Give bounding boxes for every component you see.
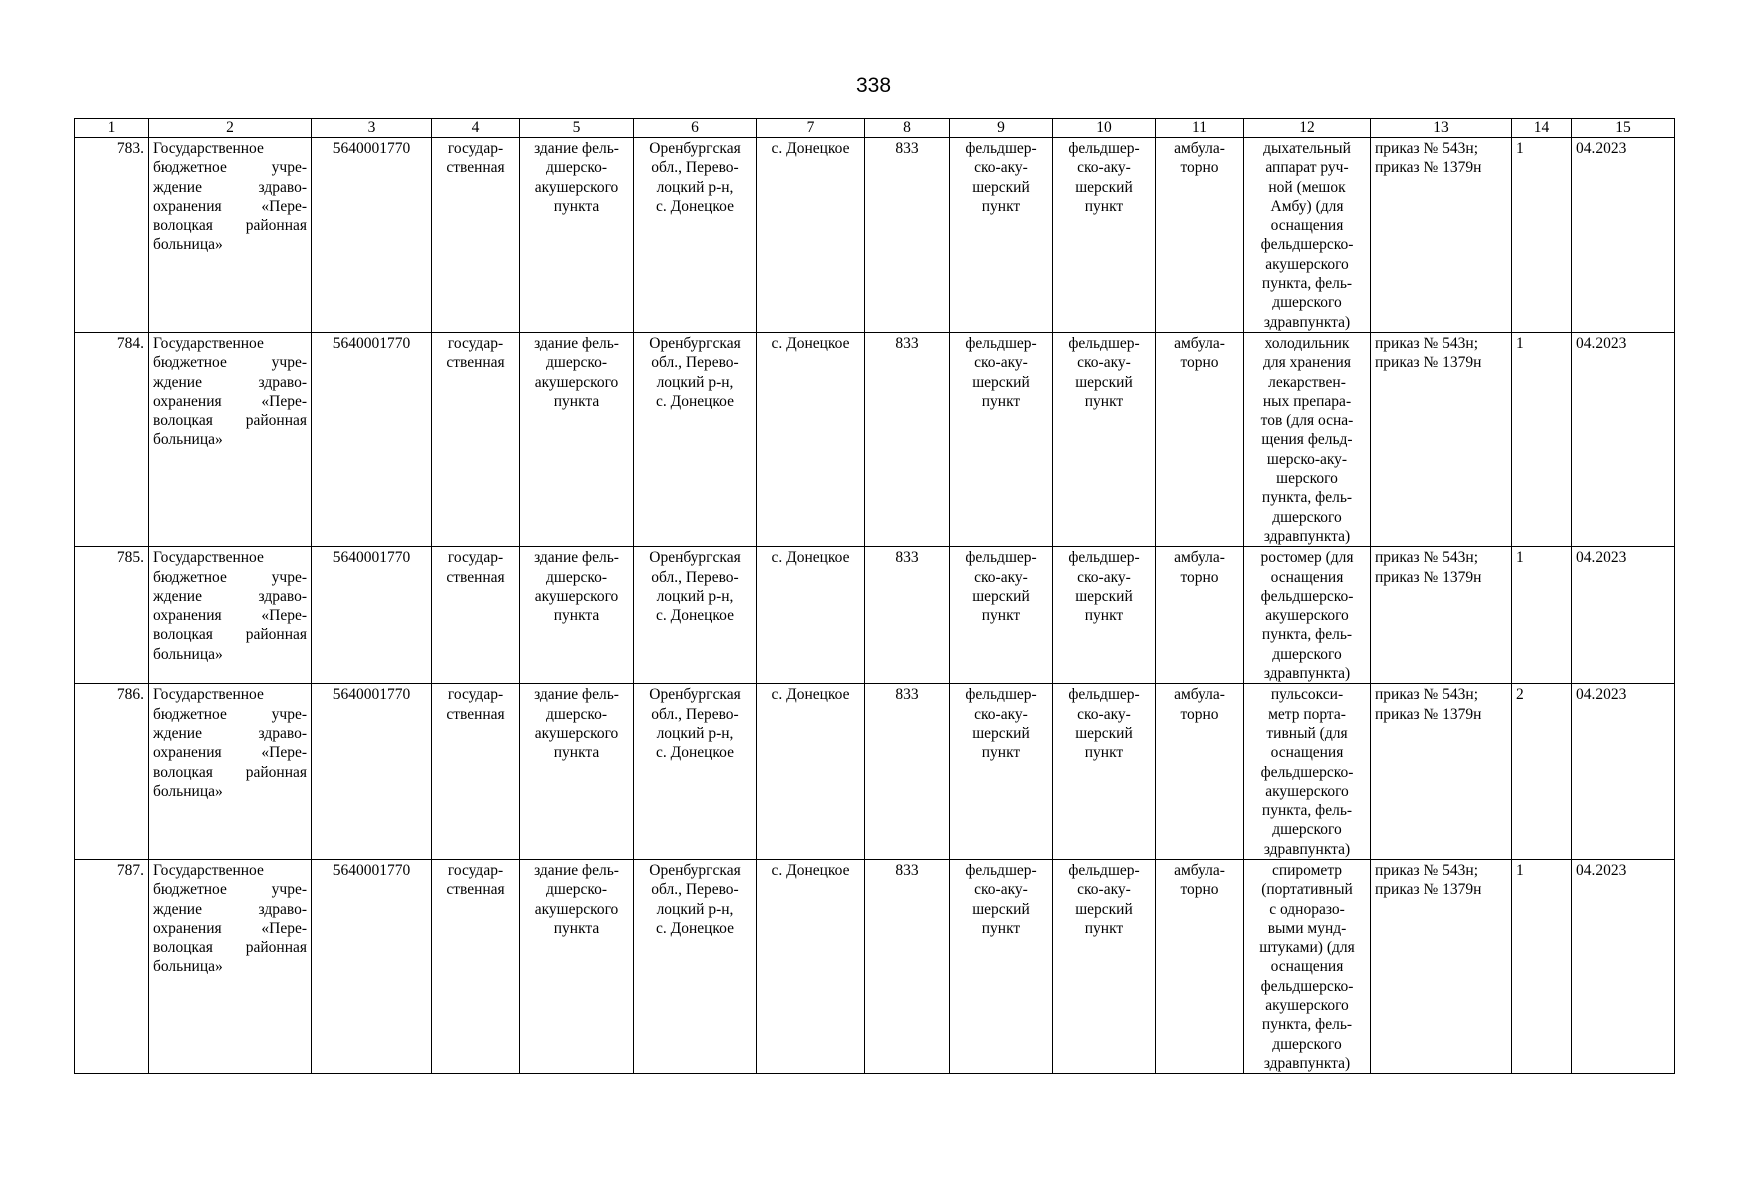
organization-cell — [149, 332, 312, 546]
equipment-cell-line: акушерского — [1265, 997, 1349, 1015]
equipment-cell-line: ных препара- — [1262, 392, 1352, 410]
unit-type-cell — [1053, 138, 1156, 333]
code-cell: 833 — [865, 138, 950, 333]
date-cell: 04.2023 — [1572, 547, 1675, 684]
building-cell-line: пункта — [553, 607, 600, 625]
equipment-cell-line: дыхательный — [1263, 140, 1351, 157]
locality-cell: с. Донецкое — [757, 547, 865, 684]
equipment-cell-line: оснащения — [1270, 958, 1344, 976]
unit-cell — [950, 332, 1053, 546]
equipment-cell-line: здравпункта) — [1263, 1054, 1351, 1072]
table-row — [75, 138, 1675, 333]
equipment-cell — [1244, 332, 1371, 546]
unit-cell-line: пункт — [981, 392, 1021, 410]
organization-cell-line: охранения «Пере- — [153, 607, 307, 625]
care-form-cell — [1156, 684, 1244, 860]
equipment-cell-line: дшерского — [1272, 821, 1342, 839]
date-cell: 04.2023 — [1572, 138, 1675, 333]
unit-cell-line: ско-аку- — [974, 159, 1028, 177]
organization-cell-line: бюджетное учре- — [153, 159, 307, 177]
inn-cell: 5640001770 — [312, 332, 432, 546]
building-cell — [520, 547, 634, 684]
code-cell: 833 — [865, 684, 950, 860]
unit-type-cell-line: фельдшер- — [1068, 334, 1140, 352]
unit-cell-line: ско-аку- — [974, 354, 1028, 372]
order-cell — [1371, 547, 1512, 684]
organization-cell-line: больница» — [153, 958, 223, 976]
unit-type-cell-line: фельдшер- — [1068, 140, 1140, 157]
organization-cell-line: волоцкая районная — [153, 412, 307, 430]
unit-type-cell-line: фельдшер- — [1068, 686, 1140, 704]
inn-cell: 5640001770 — [312, 138, 432, 333]
organization-cell — [149, 547, 312, 684]
unit-type-cell — [1053, 684, 1156, 860]
date-cell: 04.2023 — [1572, 332, 1675, 546]
organization-cell-line: волоцкая районная — [153, 626, 307, 644]
equipment-cell-line: шерско-аку- — [1266, 450, 1348, 468]
order-cell — [1371, 138, 1512, 333]
organization-cell-line: волоцкая районная — [153, 939, 307, 957]
equipment-cell-line: пункта, фель- — [1261, 1016, 1353, 1034]
unit-cell-line: шерский — [972, 900, 1030, 918]
table-row — [75, 684, 1675, 860]
order-cell-line: приказ № 1379н — [1375, 568, 1482, 586]
building-cell — [520, 332, 634, 546]
equipment-cell-line: пункта, фель- — [1261, 275, 1353, 293]
column-header-5: 5 — [520, 119, 634, 138]
care-form-cell — [1156, 859, 1244, 1073]
equipment-cell-line: здравпункта) — [1263, 527, 1351, 545]
ownership-cell-line: государ- — [447, 861, 504, 879]
equipment-cell — [1244, 859, 1371, 1073]
ownership-cell-line: ственная — [446, 354, 505, 372]
care-form-cell-line: амбула- — [1174, 140, 1225, 157]
building-cell — [520, 138, 634, 333]
unit-type-cell — [1053, 332, 1156, 546]
code-cell: 833 — [865, 859, 950, 1073]
care-form-cell-line: амбула- — [1174, 861, 1225, 879]
row-number-cell: 786. — [75, 684, 149, 860]
equipment-cell-line: здравпункта) — [1263, 840, 1351, 858]
building-cell-line: пункта — [553, 744, 600, 762]
building-cell-line: пункта — [553, 197, 600, 215]
table-row — [75, 859, 1675, 1073]
unit-cell-line: фельдшер- — [965, 334, 1037, 352]
locality-cell: с. Донецкое — [757, 859, 865, 1073]
row-number-cell: 783. — [75, 138, 149, 333]
building-cell-line: акушерского — [534, 178, 619, 196]
column-header-7: 7 — [757, 119, 865, 138]
equipment-cell-line: лекарствен- — [1268, 373, 1346, 391]
unit-cell-line: шерский — [972, 178, 1030, 196]
unit-type-cell-line: ско-аку- — [1077, 159, 1131, 177]
address-cell — [634, 547, 757, 684]
locality-cell: с. Донецкое — [757, 332, 865, 546]
column-header-11: 11 — [1156, 119, 1244, 138]
unit-type-cell-line: пункт — [1084, 744, 1124, 762]
equipment-cell-line: тов (для осна- — [1260, 412, 1354, 430]
table-body — [75, 138, 1675, 1074]
locality-cell: с. Донецкое — [757, 684, 865, 860]
equipment-cell-line: фельдшерско- — [1260, 236, 1354, 254]
care-form-cell-line: торно — [1180, 705, 1219, 723]
building-cell-line: акушерского — [534, 373, 619, 391]
unit-cell-line: шерский — [972, 724, 1030, 742]
equipment-cell-line: щения фельд- — [1261, 431, 1353, 449]
locality-cell: с. Донецкое — [757, 138, 865, 333]
building-cell-line: пункта — [553, 392, 600, 410]
order-cell-line: приказ № 1379н — [1375, 705, 1482, 723]
equipment-cell-line: спирометр — [1271, 861, 1343, 879]
ownership-cell — [432, 859, 520, 1073]
address-cell-line: обл., Перево- — [651, 568, 739, 586]
equipment-cell-line: шерского — [1276, 470, 1338, 488]
equipment-cell — [1244, 547, 1371, 684]
column-header-2: 2 — [149, 119, 312, 138]
equipment-cell-line: аппарат руч- — [1265, 159, 1349, 177]
unit-cell-line: ско-аку- — [974, 881, 1028, 899]
address-cell — [634, 332, 757, 546]
row-number-cell: 784. — [75, 332, 149, 546]
unit-type-cell-line: шерский — [1075, 900, 1133, 918]
unit-cell-line: пункт — [981, 197, 1021, 215]
ownership-cell — [432, 684, 520, 860]
building-cell-line: дшерско- — [546, 354, 607, 372]
organization-cell-line: Государственное — [153, 861, 264, 879]
equipment-cell-line: оснащения — [1270, 568, 1344, 586]
equipment-cell-line: фельдшерско- — [1260, 587, 1354, 605]
equipment-cell-line: выми мунд- — [1267, 919, 1347, 937]
row-number-cell: 785. — [75, 547, 149, 684]
unit-cell-line: пункт — [981, 744, 1021, 762]
building-cell-line: здание фель- — [534, 140, 619, 157]
address-cell-line: Оренбургская — [649, 686, 741, 704]
equipment-cell-line: дшерского — [1272, 1035, 1342, 1053]
care-form-cell — [1156, 332, 1244, 546]
unit-cell — [950, 138, 1053, 333]
organization-cell-line: больница» — [153, 782, 223, 800]
address-cell-line: лоцкий р-н, — [656, 724, 734, 742]
address-cell-line: обл., Перево- — [651, 159, 739, 177]
address-cell — [634, 859, 757, 1073]
table-row — [75, 547, 1675, 684]
equipment-cell-line: холодильник — [1264, 334, 1350, 352]
unit-type-cell — [1053, 547, 1156, 684]
address-cell-line: обл., Перево- — [651, 705, 739, 723]
unit-type-cell-line: шерский — [1075, 724, 1133, 742]
unit-type-cell-line: пункт — [1084, 919, 1124, 937]
inn-cell: 5640001770 — [312, 684, 432, 860]
equipment-cell-line: акушерского — [1265, 782, 1349, 800]
organization-cell-line: Государственное — [153, 140, 264, 157]
building-cell-line: здание фель- — [534, 334, 619, 352]
address-cell-line: лоцкий р-н, — [656, 178, 734, 196]
quantity-cell: 1 — [1512, 332, 1572, 546]
unit-cell-line: шерский — [972, 373, 1030, 391]
equipment-cell-line: акушерского — [1265, 607, 1349, 625]
organization-cell-line: волоцкая районная — [153, 763, 307, 781]
building-cell-line: акушерского — [534, 900, 619, 918]
organization-cell-line: ждение здраво- — [153, 373, 307, 391]
address-cell — [634, 138, 757, 333]
equipment-cell-line: фельдшерско- — [1260, 977, 1354, 995]
order-cell — [1371, 684, 1512, 860]
building-cell-line: дшерско- — [546, 568, 607, 586]
column-header-9: 9 — [950, 119, 1053, 138]
unit-cell-line: пункт — [981, 607, 1021, 625]
equipment-cell-line: для хранения — [1263, 354, 1351, 372]
care-form-cell-line: торно — [1180, 568, 1219, 586]
unit-type-cell-line: пункт — [1084, 607, 1124, 625]
organization-cell-line: бюджетное учре- — [153, 354, 307, 372]
equipment-cell-line: ной (мешок — [1268, 178, 1346, 196]
organization-cell-line: охранения «Пере- — [153, 744, 307, 762]
ownership-cell-line: государ- — [447, 140, 504, 157]
building-cell-line: акушерского — [534, 587, 619, 605]
unit-cell — [950, 859, 1053, 1073]
equipment-cell-line: оснащения — [1270, 217, 1344, 235]
order-cell-line: приказ № 1379н — [1375, 159, 1482, 177]
unit-cell-line: пункт — [981, 919, 1021, 937]
unit-cell-line: фельдшер- — [965, 549, 1037, 567]
header-row — [75, 119, 1675, 138]
organization-cell-line: ждение здраво- — [153, 178, 307, 196]
equipment-cell-line: (портативный — [1261, 881, 1353, 899]
column-header-8: 8 — [865, 119, 950, 138]
organization-cell-line: охранения «Пере- — [153, 392, 307, 410]
organization-cell-line: больница» — [153, 236, 223, 254]
equipment-cell-line: ростомер (для — [1260, 549, 1354, 567]
equipment-cell-line: пульсокси- — [1270, 686, 1344, 704]
unit-type-cell-line: ско-аку- — [1077, 354, 1131, 372]
address-cell-line: обл., Перево- — [651, 881, 739, 899]
unit-type-cell-line: ско-аку- — [1077, 568, 1131, 586]
equipment-cell-line: здравпункта) — [1263, 665, 1351, 683]
quantity-cell: 1 — [1512, 547, 1572, 684]
equipment-cell-line: с одноразо- — [1269, 900, 1345, 918]
organization-cell-line: Государственное — [153, 686, 264, 704]
organization-cell-line: Государственное — [153, 549, 264, 567]
care-form-cell — [1156, 138, 1244, 333]
row-number-cell: 787. — [75, 859, 149, 1073]
unit-cell — [950, 547, 1053, 684]
unit-type-cell-line: пункт — [1084, 392, 1124, 410]
organization-cell-line: больница» — [153, 431, 223, 449]
equipment-cell-line: метр порта- — [1268, 705, 1346, 723]
unit-type-cell-line: фельдшер- — [1068, 549, 1140, 567]
table-row — [75, 332, 1675, 546]
unit-cell-line: фельдшер- — [965, 140, 1037, 157]
organization-cell-line: бюджетное учре- — [153, 881, 307, 899]
address-cell-line: с. Донецкое — [656, 392, 734, 410]
order-cell-line: приказ № 543н; — [1375, 686, 1479, 704]
unit-type-cell-line: шерский — [1075, 373, 1133, 391]
date-cell: 04.2023 — [1572, 684, 1675, 860]
address-cell-line: Оренбургская — [649, 334, 741, 352]
building-cell-line: пункта — [553, 919, 600, 937]
ownership-cell — [432, 547, 520, 684]
unit-cell-line: шерский — [972, 587, 1030, 605]
quantity-cell: 2 — [1512, 684, 1572, 860]
organization-cell-line: ждение здраво- — [153, 900, 307, 918]
order-cell — [1371, 332, 1512, 546]
unit-cell-line: ско-аку- — [974, 568, 1028, 586]
care-form-cell-line: торно — [1180, 159, 1219, 177]
organization-cell-line: охранения «Пере- — [153, 197, 307, 215]
column-header-4: 4 — [432, 119, 520, 138]
address-cell-line: лоцкий р-н, — [656, 900, 734, 918]
column-header-3: 3 — [312, 119, 432, 138]
building-cell-line: дшерско- — [546, 159, 607, 177]
equipment-cell-line: штуками) (для — [1259, 939, 1355, 957]
address-cell-line: Оренбургская — [649, 140, 741, 157]
ownership-cell-line: ственная — [446, 705, 505, 723]
equipment-cell-line: дшерского — [1272, 294, 1342, 312]
address-cell-line: Оренбургская — [649, 549, 741, 567]
order-cell-line: приказ № 1379н — [1375, 881, 1482, 899]
equipment-cell-line: пункта, фель- — [1261, 802, 1353, 820]
address-cell-line: Оренбургская — [649, 861, 741, 879]
organization-cell — [149, 138, 312, 333]
unit-cell — [950, 684, 1053, 860]
organization-cell-line: волоцкая районная — [153, 217, 307, 235]
equipment-cell-line: Амбу) (для — [1270, 197, 1344, 215]
organization-cell-line: бюджетное учре- — [153, 705, 307, 723]
organization-cell-line: ждение здраво- — [153, 724, 307, 742]
equipment-cell-line: оснащения — [1270, 744, 1344, 762]
equipment-cell-line: дшерского — [1272, 508, 1342, 526]
address-cell-line: с. Донецкое — [656, 607, 734, 625]
care-form-cell — [1156, 547, 1244, 684]
inn-cell: 5640001770 — [312, 547, 432, 684]
unit-cell-line: фельдшер- — [965, 861, 1037, 879]
column-header-12: 12 — [1244, 119, 1371, 138]
unit-type-cell-line: фельдшер- — [1068, 861, 1140, 879]
ownership-cell-line: ственная — [446, 568, 505, 586]
ownership-cell — [432, 138, 520, 333]
ownership-cell — [432, 332, 520, 546]
organization-cell — [149, 859, 312, 1073]
equipment-cell-line: пункта, фель- — [1261, 489, 1353, 507]
order-cell-line: приказ № 543н; — [1375, 140, 1479, 157]
ownership-cell-line: государ- — [447, 686, 504, 704]
order-cell-line: приказ № 543н; — [1375, 334, 1479, 352]
ownership-cell-line: ственная — [446, 881, 505, 899]
organization-cell-line: больница» — [153, 645, 223, 663]
quantity-cell: 1 — [1512, 859, 1572, 1073]
address-cell-line: лоцкий р-н, — [656, 587, 734, 605]
organization-cell-line: охранения «Пере- — [153, 919, 307, 937]
organization-cell — [149, 684, 312, 860]
building-cell-line: здание фель- — [534, 686, 619, 704]
organization-cell-line: Государственное — [153, 334, 264, 352]
order-cell-line: приказ № 543н; — [1375, 861, 1479, 879]
unit-type-cell-line: шерский — [1075, 587, 1133, 605]
unit-type-cell-line: пункт — [1084, 197, 1124, 215]
building-cell — [520, 859, 634, 1073]
column-header-1: 1 — [75, 119, 149, 138]
column-header-15: 15 — [1572, 119, 1675, 138]
unit-type-cell-line: шерский — [1075, 178, 1133, 196]
equipment-cell-line: акушерского — [1265, 255, 1349, 273]
building-cell-line: дшерско- — [546, 881, 607, 899]
ownership-cell-line: ственная — [446, 159, 505, 177]
order-cell-line: приказ № 1379н — [1375, 354, 1482, 372]
equipment-register-table — [74, 118, 1675, 1074]
equipment-cell — [1244, 138, 1371, 333]
column-header-13: 13 — [1371, 119, 1512, 138]
address-cell-line: с. Донецкое — [656, 919, 734, 937]
code-cell: 833 — [865, 332, 950, 546]
code-cell: 833 — [865, 547, 950, 684]
care-form-cell-line: торно — [1180, 354, 1219, 372]
unit-type-cell — [1053, 859, 1156, 1073]
ownership-cell-line: государ- — [447, 549, 504, 567]
building-cell-line: здание фель- — [534, 861, 619, 879]
address-cell-line: с. Донецкое — [656, 744, 734, 762]
column-header-6: 6 — [634, 119, 757, 138]
unit-cell-line: ско-аку- — [974, 705, 1028, 723]
equipment-cell — [1244, 684, 1371, 860]
building-cell-line: акушерского — [534, 724, 619, 742]
column-header-14: 14 — [1512, 119, 1572, 138]
equipment-cell-line: пункта, фель- — [1261, 626, 1353, 644]
order-cell — [1371, 859, 1512, 1073]
order-cell-line: приказ № 543н; — [1375, 549, 1479, 567]
page-number: 338 — [855, 74, 892, 97]
building-cell-line: здание фель- — [534, 549, 619, 567]
column-header-10: 10 — [1053, 119, 1156, 138]
unit-cell-line: фельдшер- — [965, 686, 1037, 704]
organization-cell-line: ждение здраво- — [153, 587, 307, 605]
care-form-cell-line: амбула- — [1174, 686, 1225, 704]
unit-type-cell-line: ско-аку- — [1077, 881, 1131, 899]
date-cell: 04.2023 — [1572, 859, 1675, 1073]
address-cell-line: с. Донецкое — [656, 197, 734, 215]
building-cell — [520, 684, 634, 860]
address-cell-line: лоцкий р-н, — [656, 373, 734, 391]
care-form-cell-line: амбула- — [1174, 549, 1225, 567]
care-form-cell-line: торно — [1180, 881, 1219, 899]
equipment-cell-line: дшерского — [1272, 645, 1342, 663]
unit-type-cell-line: ско-аку- — [1077, 705, 1131, 723]
ownership-cell-line: государ- — [447, 334, 504, 352]
quantity-cell: 1 — [1512, 138, 1572, 333]
care-form-cell-line: амбула- — [1174, 334, 1225, 352]
equipment-cell-line: здравпункта) — [1263, 313, 1351, 331]
organization-cell-line: бюджетное учре- — [153, 568, 307, 586]
equipment-cell-line: тивный (для — [1266, 724, 1348, 742]
equipment-cell-line: фельдшерско- — [1260, 763, 1354, 781]
inn-cell: 5640001770 — [312, 859, 432, 1073]
address-cell — [634, 684, 757, 860]
address-cell-line: обл., Перево- — [651, 354, 739, 372]
building-cell-line: дшерско- — [546, 705, 607, 723]
